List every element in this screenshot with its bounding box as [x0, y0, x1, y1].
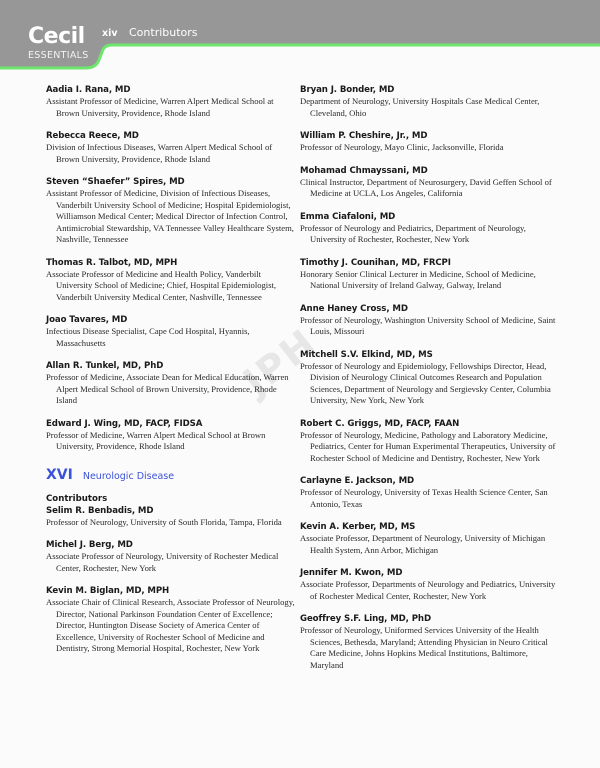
contributor-affiliation: Assistant Professor of Medicine, Division of Infectious Diseases, Vanderbilt University School of Medicine; Hospital Epidemiologist, Williamson Medical Center; Medical Director of Infection Control, Antimicrobial Stewardship, VA Tennessee Valley Healthcare System, Nashville, Tennessee [46, 188, 294, 244]
contributor-name: Mitchell S.V. Elkind, MD, MS [300, 349, 433, 360]
cecil-essentials-logo [28, 26, 89, 61]
contributor-affiliation: Professor of Neurology, Uniformed Services University of the Health Sciences, Bethesda, Maryland; Attending Physician in Neuro Critical Care Medicine, Johns Hopkins Medical Institutions, Baltimore, Maryland [300, 625, 548, 670]
contributor-name: Steven “Shaefer” Spires, MD [46, 177, 185, 187]
contributor-affiliation: Clinical Instructor, Department of Neurosurgery, David Geffen School of Medicine at UCLA, Los Angeles, California [300, 176, 552, 198]
contributor-affiliation: Professor of Neurology, University of South Florida, Tampa, Florida [46, 516, 282, 527]
contributor-entry [300, 130, 562, 154]
contributor-entry [46, 176, 296, 246]
contributor-name: Allan R. Tunkel, MD, PhD [46, 361, 164, 371]
logo-subtitle: ESSENTIALS [28, 50, 89, 61]
contributor-name: Thomas R. Talbot, MD, MPH [46, 257, 178, 268]
watermark: JPH [234, 320, 325, 404]
contributor-affiliation: Division of Infectious Diseases, Warren Alpert Medical School of Brown University, Providence, Rhode Island [46, 142, 273, 164]
contributor-affiliation: Associate Chair of Clinical Research, Associate Professor of Neurology, Director, National Parkinson Foundation Center of Excellence; Director, Huntington Disease Society of America Center of Excellence, University of Rochester School of Medicine and Dentistry, Strong Memorial Hospital, Rochester, New York [46, 597, 295, 653]
contributor-affiliation: Associate Professor of Neurology, University of Rochester Medical Center, Rochester, New York [46, 551, 279, 573]
running-title: Contributors [129, 26, 198, 39]
contributor-affiliation: Professor of Neurology, Mayo Clinic, Jacksonville, Florida [300, 142, 504, 152]
logo-word: Cecil [28, 24, 85, 49]
contributor-affiliation: Professor of Neurology and Epidemiology, Fellowships Director, Head, Division of Neurology Clinical Outcomes Research and Population Sciences, Department of Neurology and Sergievsky Center, Columbia University, New York, New York [300, 360, 551, 405]
contributor-name: Carlayne E. Jackson, MD [300, 476, 415, 486]
section-title: Neurologic Disease [82, 470, 175, 482]
contributor-entry [46, 360, 296, 407]
contributor-name: Edward J. Wing, MD, FACP, FIDSA [46, 418, 203, 429]
contributors-subheading: Contributors [46, 493, 108, 504]
contributor-name: Kevin A. Kerber, MD, MS [300, 522, 416, 532]
contributor-entry [46, 418, 296, 453]
contributor-affiliation: Professor of Medicine, Associate Dean for Medical Education, Warren Alpert Medical School of Brown University, Providence, Rhode Island [46, 372, 289, 405]
contributor-entry [300, 418, 562, 465]
contributor-entry [46, 505, 296, 529]
contributor-name: Emma Ciafaloni, MD [300, 211, 396, 222]
contributor-name: Rebecca Reece, MD [46, 131, 139, 141]
contributor-entry [46, 257, 296, 304]
contributor-name: Kevin M. Biglan, MD, MPH [46, 586, 170, 596]
contributor-entry [300, 165, 562, 200]
contributor-name: Michel J. Berg, MD [46, 540, 133, 550]
contributor-entry [46, 84, 296, 119]
page-number: xiv [102, 28, 118, 39]
section-heading [46, 467, 296, 483]
contributor-entry [46, 130, 296, 165]
left-column [46, 84, 296, 666]
contributor-affiliation: Professor of Neurology, Washington University School of Medicine, Saint Louis, Missouri [300, 314, 556, 336]
contributor-affiliation: Honorary Senior Clinical Lecturer in Medicine, School of Medicine, National University of Ireland Galway, Galway, Ireland [300, 268, 536, 290]
contributor-name: Robert C. Griggs, MD, FACP, FAAN [300, 418, 460, 429]
contributor-entry [46, 585, 296, 655]
contributor-affiliation: Professor of Neurology, University of Texas Health Science Center, San Antonio, Texas [300, 487, 548, 509]
contributor-affiliation: Assistant Professor of Medicine, Warren Alpert Medical School at Brown University, Providence, Rhode Island [46, 96, 274, 118]
contributor-affiliation: Professor of Neurology and Pediatrics, Department of Neurology, University of Rochester, Rochester, New York [300, 222, 526, 244]
contributor-entry [300, 211, 562, 246]
contributor-entry [300, 84, 562, 119]
contributor-affiliation: Associate Professor, Department of Neurology, University of Michigan Health System, Ann Arbor, Michigan [300, 533, 546, 555]
contributor-entry [300, 567, 562, 602]
contributor-affiliation: Associate Professor, Departments of Neurology and Pediatrics, University of Rochester Medical Center, Rochester, New York [300, 579, 556, 601]
contributor-name: Selim R. Benbadis, MD [46, 505, 154, 516]
contributor-name: Jennifer M. Kwon, MD [300, 568, 403, 578]
contributor-name: Anne Haney Cross, MD [300, 303, 408, 314]
contributor-affiliation: Professor of Neurology, Medicine, Pathology and Laboratory Medicine, Pediatrics, Center for Human Experimental Therapeutics, University of Rochester School of Medicine and Dentistry, Rochester, New York [300, 429, 556, 463]
contributor-name: Joao Tavares, MD [46, 315, 128, 325]
contributor-name: Geoffrey S.F. Ling, MD, PhD [300, 614, 431, 624]
contributor-entry [300, 475, 562, 510]
contributor-affiliation: Infectious Disease Specialist, Cape Cod Hospital, Hyannis, Massachusetts [46, 326, 250, 348]
contributor-entry [300, 303, 562, 338]
contributor-affiliation: Department of Neurology, University Hospitals Case Medical Center, Cleveland, Ohio [300, 96, 540, 118]
page-header [0, 0, 600, 72]
contributor-entry [46, 539, 296, 574]
contributor-name: Timothy J. Counihan, MD, FRCPI [300, 257, 451, 268]
contributor-name: Mohamad Chmayssani, MD [300, 165, 428, 176]
contributor-affiliation: Professor of Medicine, Warren Alpert Medical School at Brown University, Providence, Rhode Island [46, 429, 266, 451]
section-number: XVI [46, 466, 73, 483]
contributor-entry [300, 349, 562, 407]
contributor-entry [300, 521, 562, 556]
right-column [300, 84, 562, 682]
contributor-name: William P. Cheshire, Jr., MD [300, 131, 428, 141]
contributor-name: Bryan J. Bonder, MD [300, 85, 395, 95]
contributor-entry [46, 314, 296, 349]
contributor-name: Aadia I. Rana, MD [46, 85, 131, 95]
contributor-entry [300, 613, 562, 671]
contributor-affiliation: Associate Professor of Medicine and Health Policy, Vanderbilt University School of Medicine; Chief, Hospital Epidemiologist, Vanderbilt University Medical Center, Nashville, Tennessee [46, 268, 277, 302]
header-band [0, 0, 600, 72]
contributor-entry [300, 257, 562, 292]
